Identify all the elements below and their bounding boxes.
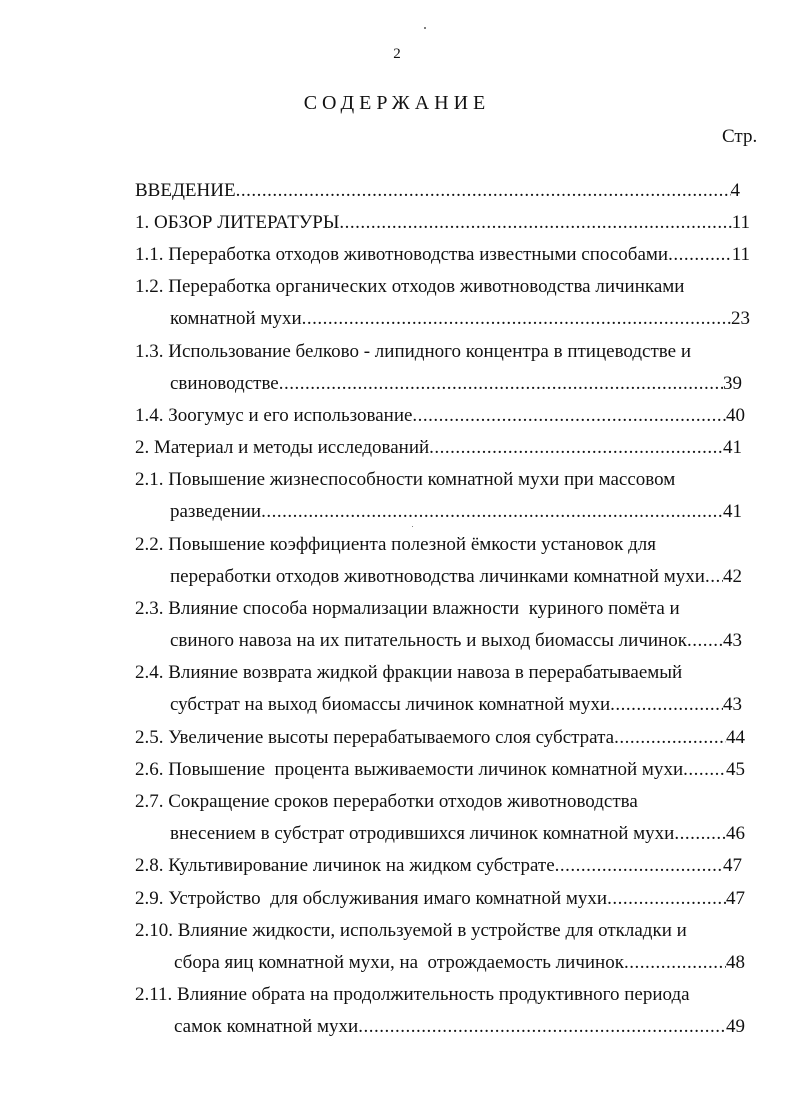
toc-entry xyxy=(135,180,740,202)
toc-entry-page: 48 xyxy=(726,952,745,973)
toc-entry-page: 41 xyxy=(723,501,742,522)
toc-entry-page: 46 xyxy=(726,823,745,844)
toc-entry-page: 44 xyxy=(726,727,745,748)
toc-leader xyxy=(279,373,723,395)
toc-leader xyxy=(358,1016,726,1038)
toc-leader xyxy=(624,952,726,974)
toc-leader xyxy=(610,694,723,716)
toc-leader xyxy=(674,823,726,845)
toc-entry xyxy=(135,598,680,620)
toc-leader xyxy=(429,437,723,459)
toc-entry-text: 2.7. Сокращение сроков переработки отходов животноводства xyxy=(135,791,638,812)
toc-entry-text: 1.1. Переработка отходов животноводства известными способами xyxy=(135,244,669,265)
toc-entry xyxy=(170,566,742,588)
toc-entry xyxy=(135,791,638,813)
scan-speck xyxy=(412,526,413,527)
toc-entry-page: 43 xyxy=(723,630,742,651)
toc-entry xyxy=(135,888,745,910)
toc-leader xyxy=(555,855,723,877)
toc-entry-text: 1.3. Использование белково - липидного концентра в птицеводстве и xyxy=(135,341,691,362)
toc-entry-page: 45 xyxy=(726,759,745,780)
toc-entry xyxy=(135,534,656,556)
toc-entry-text: свиноводстве xyxy=(170,373,279,394)
toc-entry xyxy=(135,727,745,749)
toc-entry xyxy=(135,855,742,877)
toc-entry xyxy=(135,759,745,781)
toc-entry xyxy=(135,341,691,363)
toc-leader xyxy=(705,566,723,588)
toc-entry xyxy=(135,276,684,298)
page-column-label: Стр. xyxy=(722,126,758,147)
toc-entry xyxy=(174,952,745,974)
toc-entry-text: 2.5. Увеличение высоты перерабатываемого слоя субстрата xyxy=(135,727,615,748)
toc-entry xyxy=(135,212,750,234)
toc-entry-text: 1.2. Переработка органических отходов животноводства личинками xyxy=(135,276,685,297)
toc-entry-page: 47 xyxy=(723,855,742,876)
toc-entry xyxy=(170,823,745,845)
toc-entry-text: внесением в субстрат отродившихся личинок комнатной мухи xyxy=(170,823,675,844)
toc-entry xyxy=(170,308,750,330)
page-title: СОДЕРЖАНИЕ xyxy=(303,92,491,114)
toc-leader xyxy=(261,501,723,523)
page-number: 2 xyxy=(393,46,401,62)
toc-entry-text: 2.3. Влияние способа нормализации влажности куриного помёта и xyxy=(135,598,680,619)
toc-entry-text: 2.9. Устройство для обслуживания имаго комнатной мухи xyxy=(135,888,608,909)
toc-entry-text: 2.11. Влияние обрата на продолжительность продуктивного периода xyxy=(135,984,690,1005)
toc-entry-text: ВВЕДЕНИЕ xyxy=(135,180,236,201)
toc-leader xyxy=(607,888,726,910)
toc-entry-text: разведении xyxy=(170,501,262,522)
toc-entry xyxy=(135,662,682,684)
toc-entry xyxy=(170,694,742,716)
toc-leader xyxy=(236,180,731,202)
toc-entry-page: 11 xyxy=(731,212,750,233)
toc-entry xyxy=(170,501,742,523)
toc-entry xyxy=(170,373,742,395)
toc-entry-text: 2.2. Повышение коэффициента полезной ёмкости установок для xyxy=(135,534,656,555)
toc-entry-page: 23 xyxy=(731,308,750,329)
toc-entry-text: субстрат на выход биомассы личинок комнатной мухи xyxy=(170,694,611,715)
toc-entry-text: 2.1. Повышение жизнеспособности комнатной мухи при массовом xyxy=(135,469,676,490)
toc-leader xyxy=(614,727,726,749)
toc-entry-page: 47 xyxy=(726,888,745,909)
toc-entry-text: сбора яиц комнатной мухи, на отрождаемость личинок xyxy=(174,952,624,973)
toc-entry-page: 39 xyxy=(723,373,742,394)
toc-entry xyxy=(174,1016,745,1038)
toc-entry-page: 41 xyxy=(723,437,742,458)
toc-leader xyxy=(339,212,731,234)
toc-leader xyxy=(668,244,732,266)
toc-entry-text: 2.6. Повышение процента выживаемости личинок комнатной мухи xyxy=(135,759,684,780)
toc-entry xyxy=(135,469,675,491)
toc-entry xyxy=(135,984,690,1006)
toc-entry xyxy=(135,920,687,942)
toc-entry-page: 43 xyxy=(723,694,742,715)
toc-entry-text: переработки отходов животноводства личинками комнатной мухи xyxy=(170,566,705,587)
toc-leader xyxy=(683,759,726,781)
toc-entry-text: 1.4. Зоогумус и его использование xyxy=(135,405,413,426)
toc-entry-page: 49 xyxy=(726,1016,745,1037)
toc-entry-page: 4 xyxy=(730,180,740,201)
toc-entry-page: 40 xyxy=(726,405,745,426)
toc-leader xyxy=(687,630,723,652)
toc-entry xyxy=(135,437,742,459)
toc-entry-page: 42 xyxy=(723,566,742,587)
toc-leader xyxy=(302,308,731,330)
toc-entry-text: комнатной мухи xyxy=(170,308,302,329)
toc-entry-text: 2.8. Культивирование личинок на жидком субстрате xyxy=(135,855,555,876)
toc-entry xyxy=(135,405,745,427)
toc-entry-text: 2.10. Влияние жидкости, используемой в устройстве для откладки и xyxy=(135,920,687,941)
toc-entry-text: свиного навоза на их питательность и выход биомассы личинок xyxy=(170,630,687,651)
toc-entry-text: 1. ОБЗОР ЛИТЕРАТУРЫ xyxy=(135,212,340,233)
scan-speck xyxy=(424,27,426,29)
toc-entry-text: 2. Материал и методы исследований xyxy=(135,437,430,458)
toc-entry xyxy=(135,244,750,266)
toc-leader xyxy=(412,405,726,427)
toc-entry xyxy=(170,630,742,652)
toc-entry-text: 2.4. Влияние возврата жидкой фракции навоза в перерабатываемый xyxy=(135,662,683,683)
toc-entry-text: самок комнатной мухи xyxy=(174,1016,359,1037)
toc-entry-page: 11 xyxy=(731,244,750,265)
